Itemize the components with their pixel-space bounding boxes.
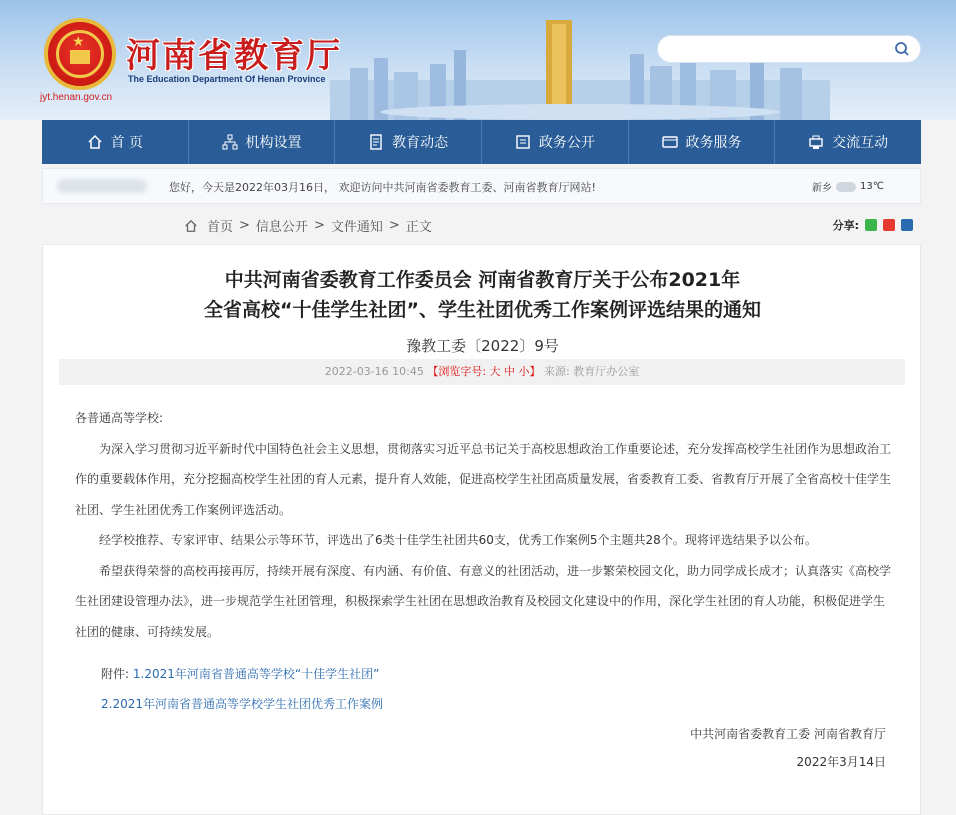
attachment-row-2: [101, 695, 383, 712]
site-header: [0, 0, 956, 120]
site-subtitle: The Education Department Of Henan Province: [128, 74, 326, 84]
nav-label: 教育动态: [392, 135, 449, 151]
document-icon: [515, 134, 531, 150]
article-title-line1: 中共河南省委教育工作委员会 河南省教育厅关于公布2021年: [224, 269, 741, 291]
attachment-row-1: [101, 665, 379, 682]
tiananmen-icon: [70, 50, 90, 64]
breadcrumb-current: 正文: [405, 220, 432, 235]
nav-service[interactable]: [629, 120, 776, 164]
share-bar: [833, 217, 913, 233]
breadcrumb-notice[interactable]: 文件通知: [330, 220, 383, 235]
search-input[interactable]: [670, 36, 890, 62]
sign-date: 2022年3月14日: [796, 755, 886, 769]
home-icon: [87, 134, 103, 150]
site-title[interactable]: 河南省教育厅: [126, 36, 342, 76]
nav-label: 交流互动: [832, 135, 889, 151]
meta-bar: [59, 359, 905, 385]
signer: 中共河南省委教育工委 河南省教育厅: [690, 727, 886, 741]
nav-news[interactable]: [335, 120, 482, 164]
breadcrumb: 首页 > 信息公开 > 文件通知 > 正文: [184, 216, 435, 235]
interaction-icon: [808, 134, 824, 150]
article-title-line2: 全省高校“十佳学生社团”、学生社团优秀工作案例评选结果的通知: [204, 299, 761, 321]
nav-org[interactable]: [189, 120, 336, 164]
qq-share-icon[interactable]: [901, 219, 913, 231]
cloud-icon: [836, 182, 856, 192]
publish-date: 2022-03-16 10:45: [324, 365, 424, 378]
article-source: 来源: 教育厅办公室: [544, 365, 640, 378]
attachment-label: 附件:: [101, 667, 130, 681]
national-emblem-logo[interactable]: [44, 18, 116, 90]
home-icon: [184, 219, 198, 233]
welcome-message: 您好，今天是2022年03月16日， 欢迎访问中共河南省委教育工委、河南省教育厅网站!: [169, 181, 596, 194]
news-icon: [368, 134, 384, 150]
wechat-share-icon[interactable]: [865, 219, 877, 231]
attachment-link-2[interactable]: 2.2021年河南省普通高等学校学生社团优秀工作案例: [101, 697, 383, 711]
star-icon: ★: [72, 34, 85, 50]
paragraph-1: 为深入学习贯彻习近平新时代中国特色社会主义思想，贯彻落实习近平总书记关于高校思想政治工作重要论述，充分发挥高校学生社团作为思想政治工作的重要载体作用，充分挖掘高校学生社团的育人元素，提升育人效能，促进高校学生社团高质量发展，省委教育工委、省教育厅开展了全省高校十佳学生社团、学生社团优秀工作案例评选活动。: [75, 441, 892, 517]
main-nav: [42, 120, 921, 164]
search-icon[interactable]: [894, 41, 910, 57]
weibo-share-icon[interactable]: [883, 219, 895, 231]
org-icon: [222, 134, 238, 150]
nav-interaction[interactable]: [775, 120, 921, 164]
paragraph-3: 希望获得荣誉的高校再接再厉，持续开展有深度、有内涵、有价值、有意义的社团活动，进一步繁荣校园文化，助力同学成长成才；认真落实《高校学生社团建设管理办法》，进一步规范学生社团管理，积极探索学生社团在思想政治教育及校园文化建设中的作用，深化学生社团的育人功能，积极促进学生社团的健康、可持续发展。: [75, 563, 892, 639]
nav-home[interactable]: [42, 120, 189, 164]
paragraph-2: 经学校推荐、专家评审、结果公示等环节，评选出了6类十佳学生社团共60支，优秀工作案例5个主题共28个。现将评选结果予以公布。: [99, 533, 817, 547]
breadcrumb-bar: [42, 208, 921, 240]
weather-widget: [812, 179, 884, 194]
nav-label: 政务公开: [538, 135, 595, 151]
share-label: 分享:: [832, 219, 859, 232]
nav-public[interactable]: [482, 120, 629, 164]
article-body: [75, 403, 893, 647]
welcome-strip: [42, 168, 921, 204]
nav-label: 政务服务: [685, 135, 742, 151]
service-icon: [662, 134, 678, 150]
weather-temp: 13℃: [860, 181, 884, 192]
nav-label: 机构设置: [245, 135, 302, 151]
article-panel: [42, 244, 921, 815]
search-box: [657, 35, 921, 63]
weather-city: 新乡: [812, 183, 833, 194]
site-url: jyt.henan.gov.cn: [40, 92, 113, 103]
font-size-selector[interactable]: 【浏览字号: 大 中 小】: [427, 365, 541, 378]
document-number: 豫教工委〔2022〕9号: [406, 337, 559, 355]
breadcrumb-home[interactable]: 首页: [207, 220, 234, 235]
blurred-logo: [57, 179, 147, 193]
nav-label: 首 页: [110, 135, 144, 151]
breadcrumb-info[interactable]: 信息公开: [255, 220, 308, 235]
attachment-link-1[interactable]: 1.2021年河南省普通高等学校“十佳学生社团”: [132, 667, 380, 681]
salutation: 各普通高等学校:: [75, 411, 164, 425]
